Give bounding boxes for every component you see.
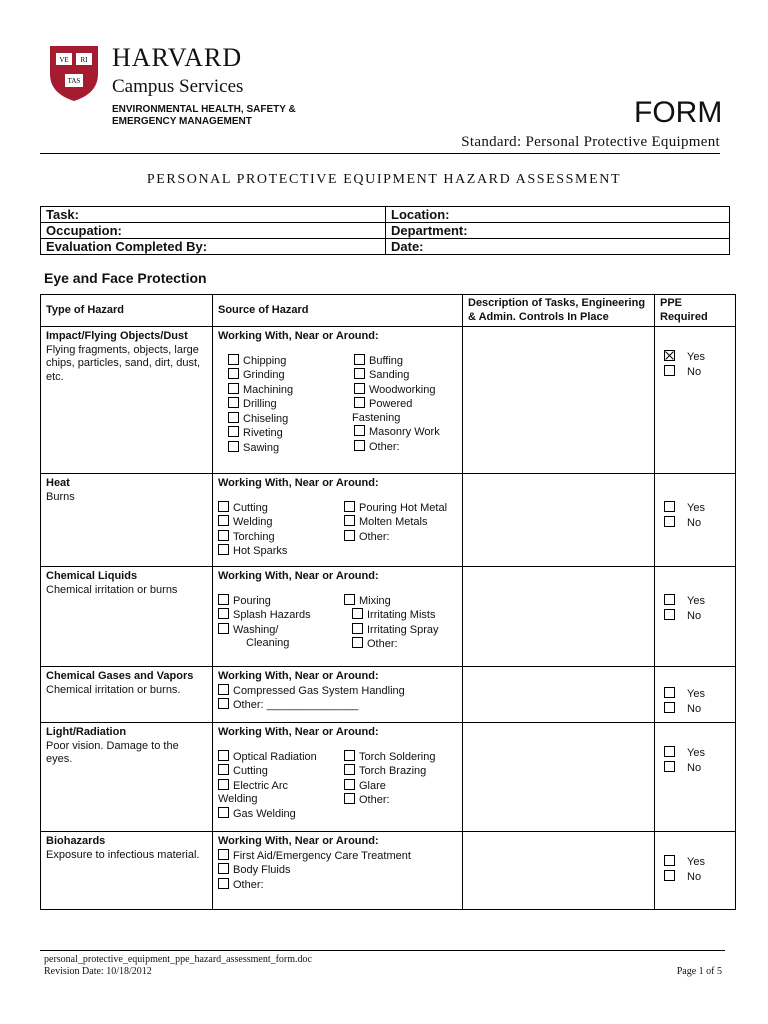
dept-line-2: EMERGENCY MANAGEMENT bbox=[112, 116, 252, 127]
option-other[interactable]: Other: bbox=[344, 793, 435, 808]
option-masonry-work[interactable]: Masonry Work bbox=[354, 425, 440, 440]
ppe-cell bbox=[655, 567, 736, 667]
checkbox[interactable] bbox=[354, 354, 365, 365]
checkbox[interactable] bbox=[218, 623, 229, 634]
checkbox[interactable] bbox=[664, 501, 675, 512]
checkbox[interactable] bbox=[218, 501, 229, 512]
checkbox[interactable] bbox=[228, 354, 239, 365]
option-chipping[interactable]: Chipping bbox=[228, 354, 354, 369]
checkbox[interactable] bbox=[664, 365, 675, 376]
option-other[interactable]: Other: bbox=[344, 637, 439, 652]
checkbox[interactable] bbox=[218, 608, 229, 619]
option-compressed-gas[interactable]: Compressed Gas System Handling bbox=[218, 684, 457, 699]
footer-filename: personal_protective_equipment_ppe_hazard_assessment_form.doc bbox=[44, 954, 312, 965]
checkbox[interactable] bbox=[354, 425, 365, 436]
occupation-field[interactable]: Occupation: bbox=[41, 223, 386, 239]
org-name: HARVARD bbox=[112, 43, 243, 72]
date-field[interactable]: Date: bbox=[386, 239, 730, 255]
option-drilling[interactable]: Drilling bbox=[228, 397, 354, 412]
hazard-source-cell bbox=[213, 723, 463, 832]
option-molten-metals[interactable]: Molten Metals bbox=[344, 515, 447, 530]
checkbox[interactable] bbox=[344, 594, 355, 605]
ppe-yes[interactable]: Yes bbox=[664, 855, 730, 870]
ppe-no[interactable]: No bbox=[664, 609, 730, 624]
department-field[interactable]: Department: bbox=[386, 223, 730, 239]
org-department bbox=[112, 104, 302, 128]
col-header-description: Description of Tasks, Engineering & Admin. Controls In Place bbox=[463, 295, 655, 327]
option-machining[interactable]: Machining bbox=[228, 383, 354, 398]
dept-line-1: ENVIRONMENTAL HEALTH, SAFETY & bbox=[112, 104, 296, 115]
option-glare[interactable]: Glare bbox=[344, 779, 435, 794]
ppe-cell bbox=[655, 667, 736, 723]
ppe-no[interactable]: No bbox=[664, 761, 730, 776]
header-divider bbox=[40, 153, 720, 154]
hazard-row-biohazards bbox=[41, 832, 736, 910]
controls-cell[interactable] bbox=[463, 723, 655, 832]
option-grinding[interactable]: Grinding bbox=[228, 368, 354, 383]
ppe-cell bbox=[655, 832, 736, 910]
ppe-cell bbox=[655, 723, 736, 832]
option-electric-arc-welding[interactable]: Electric Arc bbox=[218, 779, 344, 794]
ppe-yes[interactable]: Yes bbox=[664, 746, 730, 761]
checkbox[interactable] bbox=[664, 702, 675, 713]
option-cutting[interactable]: Cutting bbox=[218, 501, 344, 516]
checkbox[interactable] bbox=[218, 863, 229, 874]
option-cutting[interactable]: Cutting bbox=[218, 764, 344, 779]
option-other[interactable]: Other: _______________ bbox=[218, 698, 457, 713]
hazard-source-cell bbox=[213, 832, 463, 910]
hazard-row-light-radiation bbox=[41, 723, 736, 832]
working-with-label: Working With, Near or Around: bbox=[218, 330, 379, 342]
hazard-title: Heat bbox=[46, 477, 70, 489]
controls-cell[interactable] bbox=[463, 327, 655, 474]
checkbox[interactable] bbox=[352, 623, 363, 634]
working-with-label: Working With, Near or Around: bbox=[218, 670, 379, 682]
option-body-fluids[interactable]: Body Fluids bbox=[218, 863, 457, 878]
checkbox[interactable] bbox=[664, 516, 675, 527]
hazard-source-cell bbox=[213, 567, 463, 667]
hazard-row-heat bbox=[41, 474, 736, 567]
col-header-ppe: PPE Required bbox=[655, 295, 736, 327]
hazard-assessment-table bbox=[40, 294, 736, 910]
checkbox[interactable] bbox=[218, 764, 229, 775]
svg-text:RI: RI bbox=[80, 56, 88, 64]
option-pouring-hot-metal[interactable]: Pouring Hot Metal bbox=[344, 501, 447, 516]
hazard-description: Poor vision. Damage to the eyes. bbox=[46, 739, 179, 765]
ppe-yes[interactable]: Yes bbox=[664, 594, 730, 609]
hazard-source-cell bbox=[213, 474, 463, 567]
checkbox[interactable] bbox=[664, 855, 675, 866]
checkbox[interactable] bbox=[352, 637, 363, 648]
option-pouring[interactable]: Pouring bbox=[218, 594, 344, 609]
controls-cell[interactable] bbox=[463, 667, 655, 723]
hazard-type-cell bbox=[41, 832, 213, 910]
checkbox[interactable] bbox=[218, 750, 229, 761]
controls-cell[interactable] bbox=[463, 474, 655, 567]
checkbox[interactable] bbox=[352, 608, 363, 619]
location-field[interactable]: Location: bbox=[386, 207, 730, 223]
ppe-cell bbox=[655, 327, 736, 474]
checked-checkbox[interactable] bbox=[664, 350, 675, 361]
hazard-type-cell bbox=[41, 474, 213, 567]
option-washing-cleaning[interactable]: Washing/ bbox=[218, 623, 344, 638]
checkbox[interactable] bbox=[218, 849, 229, 860]
hazard-description: Chemical irritation or burns. bbox=[46, 683, 181, 696]
option-other[interactable]: Other: bbox=[354, 440, 440, 455]
hazard-row-chemical-gases bbox=[41, 667, 736, 723]
checkbox[interactable] bbox=[218, 530, 229, 541]
option-welding[interactable]: Welding bbox=[218, 515, 344, 530]
ppe-yes[interactable]: Yes bbox=[664, 350, 730, 365]
ppe-no[interactable]: No bbox=[664, 516, 730, 531]
ppe-no[interactable]: No bbox=[664, 702, 730, 717]
checkbox[interactable] bbox=[218, 544, 229, 555]
option-other[interactable]: Other: bbox=[344, 530, 447, 545]
checkbox[interactable] bbox=[354, 397, 365, 408]
checkbox[interactable] bbox=[344, 793, 355, 804]
option-sanding[interactable]: Sanding bbox=[354, 368, 440, 383]
option-text-continued: Fastening bbox=[352, 411, 401, 424]
col-header-type: Type of Hazard bbox=[41, 295, 213, 327]
evaluator-field[interactable]: Evaluation Completed By: bbox=[41, 239, 386, 255]
checkbox[interactable] bbox=[354, 383, 365, 394]
option-woodworking[interactable]: Woodworking bbox=[354, 383, 440, 398]
checkbox[interactable] bbox=[218, 684, 229, 695]
option-text-continued: Cleaning bbox=[246, 637, 290, 649]
svg-text:TAS: TAS bbox=[67, 77, 81, 85]
hazard-row-chemical-liquids bbox=[41, 567, 736, 667]
checkbox[interactable] bbox=[344, 779, 355, 790]
option-buffing[interactable]: Buffing bbox=[354, 354, 440, 369]
checkbox[interactable] bbox=[228, 441, 239, 452]
checkbox[interactable] bbox=[228, 426, 239, 437]
footer-divider bbox=[40, 950, 725, 951]
controls-cell[interactable] bbox=[463, 832, 655, 910]
option-irritating-mists[interactable]: Irritating Mists bbox=[344, 608, 439, 623]
option-powered-fastening[interactable]: Powered bbox=[354, 397, 440, 412]
checkbox[interactable] bbox=[664, 870, 675, 881]
hazard-row-impact bbox=[41, 327, 736, 474]
checkbox[interactable] bbox=[664, 746, 675, 757]
option-riveting[interactable]: Riveting bbox=[228, 426, 354, 441]
hazard-title: Impact/Flying Objects/Dust bbox=[46, 330, 188, 342]
option-irritating-spray[interactable]: Irritating Spray bbox=[344, 623, 439, 638]
hazard-description: Exposure to infectious material. bbox=[46, 848, 200, 861]
checkbox[interactable] bbox=[218, 878, 229, 889]
checkbox[interactable] bbox=[354, 368, 365, 379]
document-title: PERSONAL PROTECTIVE EQUIPMENT HAZARD ASSESSMENT bbox=[146, 172, 622, 187]
option-torch-brazing[interactable]: Torch Brazing bbox=[344, 764, 435, 779]
checkbox[interactable] bbox=[344, 750, 355, 761]
task-field[interactable]: Task: bbox=[41, 207, 386, 223]
ppe-yes[interactable]: Yes bbox=[664, 501, 730, 516]
hazard-type-cell bbox=[41, 567, 213, 667]
svg-text:VE: VE bbox=[59, 56, 69, 64]
harvard-shield-logo bbox=[48, 44, 100, 102]
hazard-description: Flying fragments, objects, large chips, particles, sand, dirt, dust, etc. bbox=[46, 343, 201, 383]
working-with-label: Working With, Near or Around: bbox=[218, 570, 379, 582]
hazard-title: Chemical Gases and Vapors bbox=[46, 670, 194, 682]
ppe-cell bbox=[655, 474, 736, 567]
form-label: FORM bbox=[634, 96, 723, 129]
checkbox[interactable] bbox=[218, 594, 229, 605]
section-title: Eye and Face Protection bbox=[44, 270, 207, 286]
checkbox[interactable] bbox=[344, 501, 355, 512]
working-with-label: Working With, Near or Around: bbox=[218, 835, 379, 847]
checkbox[interactable] bbox=[344, 515, 355, 526]
hazard-description: Burns bbox=[46, 490, 75, 503]
checkbox[interactable] bbox=[664, 594, 675, 605]
footer-revision-date: Revision Date: 10/18/2012 bbox=[44, 966, 152, 977]
hazard-title: Light/Radiation bbox=[46, 726, 127, 738]
checkbox[interactable] bbox=[218, 779, 229, 790]
checkbox[interactable] bbox=[228, 368, 239, 379]
checkbox[interactable] bbox=[228, 383, 239, 394]
org-subtitle: Campus Services bbox=[112, 76, 244, 97]
checkbox[interactable] bbox=[664, 761, 675, 772]
footer-page-number: Page 1 of 5 bbox=[676, 966, 722, 977]
option-text-continued: Welding bbox=[218, 793, 258, 805]
option-other[interactable]: Other: bbox=[218, 878, 457, 893]
option-chiseling[interactable]: Chiseling bbox=[228, 412, 354, 427]
ppe-no[interactable]: No bbox=[664, 365, 730, 380]
option-first-aid[interactable]: First Aid/Emergency Care Treatment bbox=[218, 849, 457, 864]
option-torching[interactable]: Torching bbox=[218, 530, 344, 545]
checkbox[interactable] bbox=[664, 687, 675, 698]
hazard-type-cell bbox=[41, 327, 213, 474]
hazard-source-cell bbox=[213, 667, 463, 723]
hazard-type-cell bbox=[41, 667, 213, 723]
checkbox[interactable] bbox=[228, 412, 239, 423]
assessment-info-table bbox=[40, 206, 730, 255]
table-header-row bbox=[41, 295, 736, 327]
hazard-source-cell bbox=[213, 327, 463, 474]
checkbox[interactable] bbox=[218, 698, 229, 709]
working-with-label: Working With, Near or Around: bbox=[218, 477, 379, 489]
option-torch-soldering[interactable]: Torch Soldering bbox=[344, 750, 435, 765]
checkbox[interactable] bbox=[218, 515, 229, 526]
hazard-title: Biohazards bbox=[46, 835, 106, 847]
checkbox[interactable] bbox=[664, 609, 675, 620]
working-with-label: Working With, Near or Around: bbox=[218, 726, 379, 738]
hazard-description: Chemical irritation or burns bbox=[46, 583, 178, 596]
hazard-title: Chemical Liquids bbox=[46, 570, 138, 582]
checkbox[interactable] bbox=[218, 807, 229, 818]
col-header-source: Source of Hazard bbox=[213, 295, 463, 327]
option-gas-welding[interactable]: Gas Welding bbox=[218, 807, 344, 822]
checkbox[interactable] bbox=[228, 397, 239, 408]
checkbox[interactable] bbox=[344, 530, 355, 541]
option-splash-hazards[interactable]: Splash Hazards bbox=[218, 608, 344, 623]
option-hot-sparks[interactable]: Hot Sparks bbox=[218, 544, 344, 559]
ppe-yes[interactable]: Yes bbox=[664, 687, 730, 702]
option-sawing[interactable]: Sawing bbox=[228, 441, 354, 456]
standard-label: Standard: Personal Protective Equipment bbox=[461, 134, 720, 150]
ppe-no[interactable]: No bbox=[664, 870, 730, 885]
checkbox[interactable] bbox=[354, 440, 365, 451]
hazard-type-cell bbox=[41, 723, 213, 832]
controls-cell[interactable] bbox=[463, 567, 655, 667]
option-optical-radiation[interactable]: Optical Radiation bbox=[218, 750, 344, 765]
option-mixing[interactable]: Mixing bbox=[344, 594, 439, 609]
checkbox[interactable] bbox=[344, 764, 355, 775]
